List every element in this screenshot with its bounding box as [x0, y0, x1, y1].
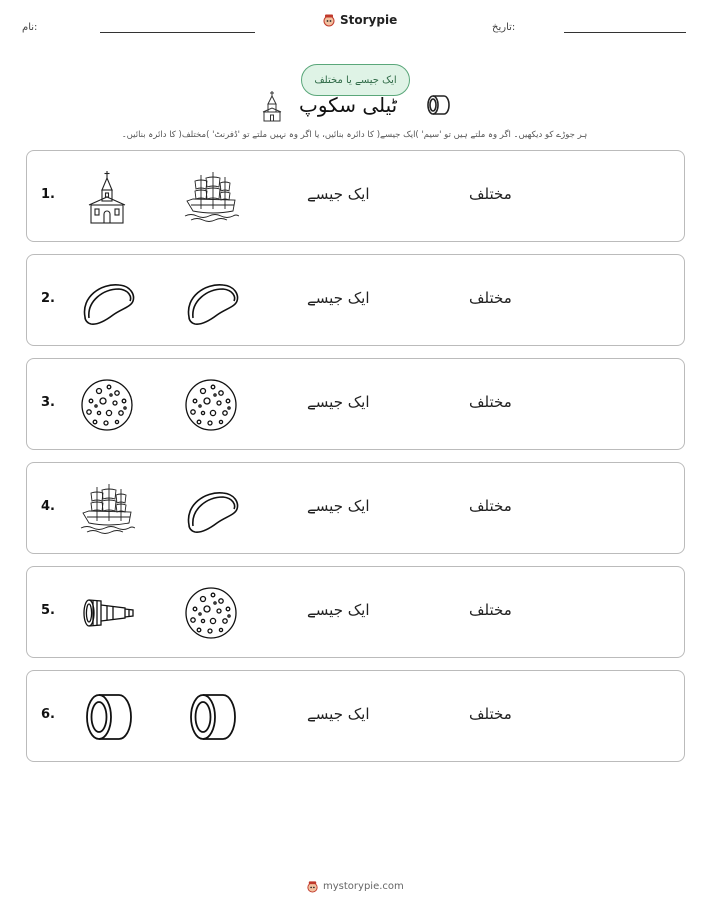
question-number: 5.: [41, 603, 55, 618]
footer-site[interactable]: mystorypie.com: [323, 881, 404, 892]
telescope-icon: [79, 585, 135, 641]
different-option[interactable]: مختلف: [469, 705, 512, 723]
footer: [306, 880, 404, 893]
ship-icon: [183, 169, 239, 225]
different-option[interactable]: مختلف: [469, 601, 512, 619]
question-row-1: [26, 150, 685, 242]
church-icon: [262, 90, 282, 122]
same-option[interactable]: ایک جیسے: [307, 393, 370, 411]
lens-icon: [79, 273, 135, 329]
question-number: 3.: [41, 395, 55, 410]
same-option[interactable]: ایک جیسے: [307, 497, 370, 515]
tube-icon: [424, 94, 450, 116]
brand-name: Storypie: [340, 13, 398, 27]
question-number: 2.: [41, 291, 55, 306]
lens-icon: [183, 273, 239, 329]
same-option[interactable]: ایک جیسے: [307, 601, 370, 619]
question-row-5: [26, 566, 685, 658]
question-number: 4.: [41, 499, 55, 514]
lens-icon: [183, 481, 239, 537]
moon-icon: [183, 585, 239, 641]
question-row-6: [26, 670, 685, 762]
same-option[interactable]: ایک جیسے: [307, 289, 370, 307]
moon-icon: [183, 377, 239, 433]
question-row-3: [26, 358, 685, 450]
different-option[interactable]: مختلف: [469, 497, 512, 515]
name-label: نام:: [22, 22, 38, 33]
ship-icon: [79, 481, 135, 537]
date-label: تاریخ:: [492, 22, 516, 33]
page-title: ٹیلی سکوپ: [299, 93, 398, 117]
title-block: [258, 88, 458, 124]
category-tag: ایک جیسے یا مختلف: [301, 64, 410, 96]
instructions: ہر جوڑے کو دیکھیں۔ اگر وہ ملتے ہیں تو 'سیم' )ایک جیسے( کا دائرہ بنائیں، یا اگر وہ نہیں ملتے تو 'ڈفرنٹ' )مختلف( کا دائرہ بنائیں۔: [121, 130, 588, 140]
question-row-4: [26, 462, 685, 554]
church-icon: [79, 169, 135, 225]
question-row-2: [26, 254, 685, 346]
moon-icon: [79, 377, 135, 433]
same-option[interactable]: ایک جیسے: [307, 705, 370, 723]
same-option[interactable]: ایک جیسے: [307, 185, 370, 203]
different-option[interactable]: مختلف: [469, 393, 512, 411]
question-number: 6.: [41, 707, 55, 722]
different-option[interactable]: مختلف: [469, 185, 512, 203]
storypie-mascot-icon: [306, 880, 319, 893]
name-line[interactable]: [100, 32, 255, 33]
date-line[interactable]: [564, 32, 686, 33]
question-number: 1.: [41, 187, 55, 202]
tube-icon: [79, 689, 135, 745]
brand-logo: [322, 13, 397, 27]
different-option[interactable]: مختلف: [469, 289, 512, 307]
storypie-mascot-icon: [322, 13, 336, 27]
tube-icon: [183, 689, 239, 745]
